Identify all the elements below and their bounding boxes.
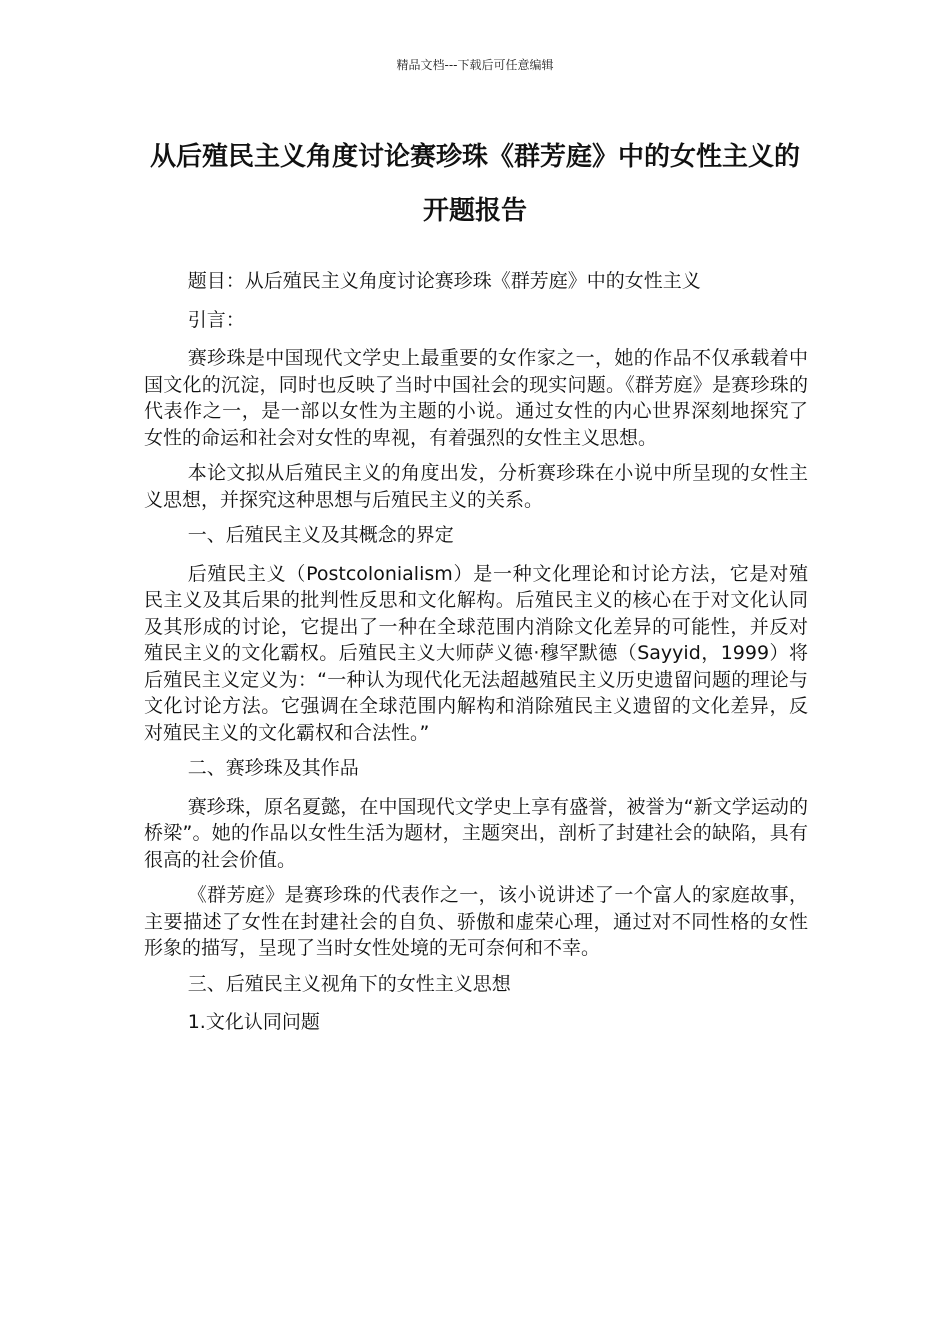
header-note: 精品文档---下载后可任意编辑 [396,58,554,72]
topic-line: 题目：从后殖民主义角度讨论赛珍珠《群芳庭》中的女性主义 [187,270,701,292]
section-2-paragraph-1: 赛珍珠，原名夏懿，在中国现代文学史上享有盛誉，被誉为“新文学运动的桥梁”。她的作品以女性生活为题材，主题突出，剖析了封建社会的缺陷，具有很高的社会价值。 [144,795,808,871]
section-heading-1: 一、后殖民主义及其概念的界定 [187,524,454,546]
intro-paragraph-2: 本论文拟从后殖民主义的角度出发，分析赛珍珠在小说中所呈现的女性主义思想，并探究这种思想与后殖民主义的关系。 [144,462,808,511]
document-body [144,268,808,1048]
subsection-heading-1: 1.文化认同问题 [187,1011,320,1033]
intro-heading: 引言： [187,308,245,331]
section-2-paragraph-2: 《群芳庭》是赛珍珠的代表作之一，该小说讲述了一个富人的家庭故事，主要描述了女性在封建社会的自负、骄傲和虚荣心理，通过对不同性格的女性形象的描写，呈现了当时女性处境的无可奈何和不幸。 [144,884,808,959]
document-title: 从后殖民主义角度讨论赛珍珠《群芳庭》中的女性主义的开题报告 [149,142,800,226]
section-heading-2: 二、赛珍珠及其作品 [187,757,359,779]
section-1-paragraph: 后殖民主义（Postcolonialism）是一种文化理论和讨论方法，它是对殖民主义及其后果的批判性反思和文化解构。后殖民主义的核心在于对文化认同及其形成的讨论，它提出了一种在全球范围内消除文化差异的可能性，并反对殖民主义的文化霸权。后殖民主义大师萨义德·穆罕默德（Sayyid，1999）将后殖民主义定义为：“一种认为现代化无法超越殖民主义历史遗留问题的理论与文化讨论方法。它强调在全球范围内解构和消除殖民主义遗留的文化差异，反对殖民主义的文化霸权和合法性。” [144,562,808,744]
section-heading-3: 三、后殖民主义视角下的女性主义思想 [187,972,511,995]
intro-paragraph-1: 赛珍珠是中国现代文学史上最重要的女作家之一，她的作品不仅承载着中国文化的沉淀，同时也反映了当时中国社会的现实问题。《群芳庭》是赛珍珠的代表作之一，是一部以女性为主题的小说。通过女性的内心世界深刻地探究了女性的命运和社会对女性的卑视，有着强烈的女性主义思想。 [144,347,808,449]
